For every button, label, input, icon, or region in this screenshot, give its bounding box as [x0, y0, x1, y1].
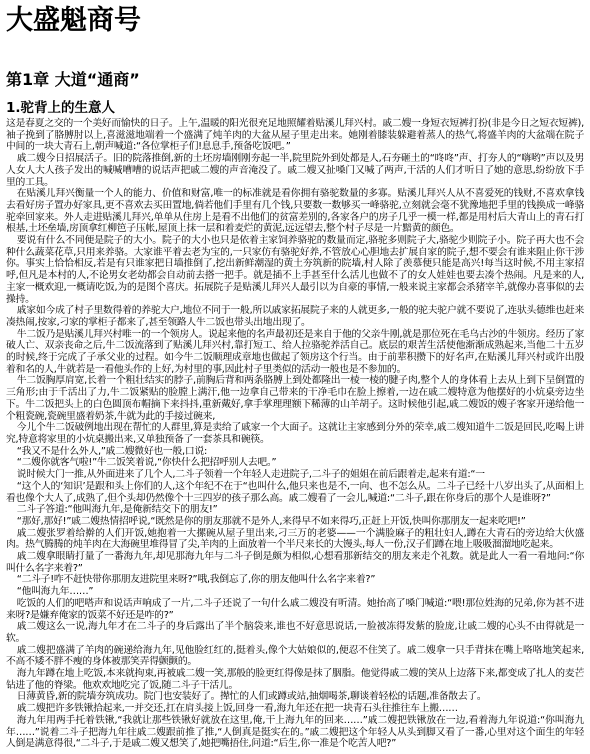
- book-title: 大盛魁商号: [6, 5, 141, 36]
- section-title: 1.驼背上的生意人: [6, 100, 116, 116]
- paragraph: 戚二嫂今日招展活子。旧的院落推倒,新的土坯房墙刚刚夯起一半,院里院外到处都是人,石夯砸土的“咚咚”声、打夯人的“嗨哟”声以及男人女人大人孩子发出的喊喊嘈嘈的说话声把戚二嫂的声音淹没了。戚二嫂又扯嗓门又喊了两声,干活的人们才听日了她的意思,纷纷放下手里的工具。: [6, 153, 584, 188]
- paragraph: 海九年用两手托着铁锹,“我就让那些铁锹好就放在这里,俺,干上海九年的回来……”戚二嫂把铁锹放在一边,看着海九年说道:“你叫海九年……”说着二斗子把海九年往戚二嫂跟前推了推,“人倒真是挺实在的。”戚二嫂把这个年轻人从头到脚又看了一番,心里对这个面生的年轻人倒是满意得很,“二斗子,于是戚二嫂又想笑了,她把嘴捂住,问道:“后生,你一准是个吃苦人吧?”: [6, 714, 584, 750]
- paragraph: “二嫂你就客气啦!”牛二饭笑着说,“你快什么把招呼别人去吧。”: [16, 457, 277, 469]
- paragraph: 牛二饭胸厚肩宽,长着一个粗壮结实的脖子,前胸后背和两条胳膊上到处都隆出一棱一棱的腱子肉,整个人的身体看上去从上到下呈倒置的三角形;由于千活出了力,牛二饭紧贴的脸膛上满汗,他一边拿自己带来的干净毛巾在脸上擦着,一边在戚二嫂特意为他摆好的小炕桌旁边坐下。牛二饭把头上的白色圆顶布帽摘下来抖抖,重新戴好,拿手掌理理额下稀薄的山羊胡子。这时候他引起,戚二嫂饭的嫂子客家开递给他一个粗瓷碗,瓷碗里盛着奶茶,牛就为此的手接过碗来,: [6, 375, 584, 422]
- paragraph: 戚家如今成了村子里数得着的养驼大户,地位不同于一般,所以戚家拓展院子来的人就更多,一般的驼夫驼户就不要说了,连驮头德维也赶来凑热闹,按家,刁家的掌柜子都来了,甚至领路人牛二饭也带头出地出现了。: [6, 305, 584, 328]
- paragraph: 戚二嫂拿眼睛打量了一番海九年,却见那海九年与二斗子倒是颇为相似,心想看那新结交的朋友来走个礼数。就是此人一看一看地问:“你叫什么名字来着?”: [6, 551, 584, 574]
- paragraph: “二斗子!咋不赶快带你那朋友进院里来呀?”哦,我倒忘了,你的朋友他叫什么名字来着?”: [16, 574, 376, 586]
- paragraph: 戚二嫂把许多铁锹拾起来,一并交还,扛在肩头接上饭,回身一看,海九年还在把一块青石头往推往车上搬……: [16, 703, 458, 715]
- paragraph: 日薄黄昏,新的院墙夯筑成功。院门也安装好了。撵忙的人们或蹲或站,抽烟喝茶,聊谈着轻松的话题,准备散去了。: [16, 691, 487, 703]
- paragraph: “他叫海九年……”: [16, 586, 94, 598]
- chapter-title: 第1章 大道“通商”: [6, 70, 140, 89]
- document-page: [0, 4, 590, 754]
- paragraph: 戚二嫂张罗着给擀的人们开饭,她抱着一大摞碗从屋子里出来,刁三万的老婆——一个满脸麻子的粗壮妇人,蹲在大青石的旁边给大伙盛肉。热气腾腾的炖羊肉在大海碗里堆得冒了尖,羊肉的上面放着一个半尺来长的大馒头,每人一份,汉子们蹲在地上吸吸溜溜地吃起来。: [6, 527, 584, 551]
- paragraph: 在贴溪儿拜兴衡量一个人的能力、价值和财富,唯一的标准就是看你拥有骆驼数量的多寡。贴溪儿拜兴人从不喜爱死的钱财,不喜欢拿钱去看好房子置办好家具,更不喜欢去买田置地,倘若他们手里有几个钱,只要数一数够买一峰骆驼,立刻就会毫不犹豫地把手里的钱换成一峰骆驼牵回家来。外人走进贴溪儿拜兴,单单从住房上是看不出他们的贫富差别的,各家各户的房子几乎一模一样,都是用村后大青山上的青石打根基,土坯垒墙,房顶拿红柳笆子压帐,屋顶上抹一层和着麦烂的黄泥,远远望去,整个村子尽是一片黯黄的颜色。: [6, 188, 584, 235]
- paragraph: 戚二嫂这么一说,海九年才在二斗子的身后露出了半个脑袋来,谁也不好意思说话,一脸被冻得发紫的脸庞,让戚二嫂的心头不由得就是一软。: [6, 621, 584, 644]
- paragraph: 要说有什么不同便是院子的大小。院子的大小也只是依着主家饲养骆驼的数量而定,骆驼多则院子大,骆驼少则院子小。院子再大也不会种什么蔬菜花草,只用来养骆。大家谁平着去老为宝的,一只家仿有骆驼好养,不管放心心胆地去扩展自家的院子,想不要会有谁来阻止你干涉你。事实上恰恰相反,若是有只谁家把日墙推倒了,挖出新鲜潮湿的黄土夯筑新的院墙,村人除了羡慕便只能是高兴!每当这时候,不用主家招呼,但凡是本村的人,不论男女老幼都会自动前去搭一把手。就是插不上手甚至什么活儿也做不了的女人娃娃也要去凑个热闹。凡是来的人,主家一概欢迎,一概请吃饭,为的是图个喜庆。拓展院子是贴溪儿拜兴人最引以为自豪的事情,一般来说主家都会杀猪宰羊,就像办喜事似的去操持。: [6, 235, 584, 305]
- paragraph: 戚二嫂把盛满了羊肉的碗递给海九年,见他脸红红的,挺着头,像个大姑娘似的,便忍不住笑了。戚二嫂拿一只手背抹在嘴上咯咯地笑起来,不高不矮不胖不瘦的身体被那笑弄得颤颤的。: [6, 644, 584, 668]
- paragraph: 牛二饭乃是贴溪儿拜兴村唯一的一个领房人。说起来他的名声最初还是来自于他的父亲牛刚,就是那位死在毛乌古沙的牛领房。经历了家破人亡、双亲丧命之后,牛二饭流落到了贴溪儿拜兴村,靠打短工、给人拉骆驼养活自己。底层的艰苦生活使他渐渐成熟起来,当他二十五岁的时候,终于完成了子承父业的过程。如今牛二饭顺理成章地也做起了领房这个行当。由于前辈积攒下的好名声,在贴溪儿拜兴村或许出殷着和名的人,牛就若是一看他头作的上好,为村里的事,因此村子里类似的活动一般也是不参加的。: [6, 328, 584, 375]
- paragraph: “这个人的‘知识’是跟和头上你们的人,这个年纪不在于“也叫什么,他只来也是不,一向、也不怎么从。二斗子已经十八岁出头了,从面相上看也像个大人了,成熟了,但个头却仍然像个十三四岁的孩子那么高。戚二嫂看了一会儿,喊道:“二斗子,跟在你身后的那个人是谁呀?”: [6, 480, 584, 504]
- paragraph: 海九年蹲在地上吃饭,本来就拘束,再被戚二嫂一笑,那般的脸更红得像是抹了胭脂。他觉得戚二嫂的笑从上边落下来,都变成了扎人的麦芒钻进了他的脊梁。他欢欢地吃完了饭,随二斗子干活儿。: [6, 668, 584, 691]
- body-text: [6, 118, 584, 750]
- paragraph: 今儿个牛二饭破例地出现在帮忙的人群里,算是卖给了戚家一个大面子。这就让主家感到分外的荣幸,戚二嫂知道牛二饭是回民,吃喝上讲究,特意将家里的小炕桌搬出来,又单独预备了一套茶具和碗筷。: [6, 422, 584, 445]
- paragraph: “那好,那好!”戚二嫂热情招呼说,“既然是你的朋友那就不是外人,来得早不如来得巧,正赶上开饭,快叫你那朋友一起来吃吧!”: [16, 515, 526, 527]
- paragraph: 吃饭的人们的吧嗒声和说话声响成了一片,二斗子还说了一句什么戚二嫂没有听清。她抬高了嗓门喊道:“喂!那位姓海的兄弟,你为甚不进来呀?是嫌弃俺家的饭菜不好还是咋的?”: [6, 597, 584, 621]
- paragraph: 这是春夏之交的一个美好而愉快的日子。上午,温暖的阳光很充足地照耀着贴溪儿拜兴村。戚二嫂一身短衣短裤打扮(非是今日之短衣短裤),袖子挽到了胳膊肘以上,喜滋滋地端着一个盛满了炖羊肉的大盆从屋子里走出来。她刚着膝装躲避着蒸人的热气,将盛羊肉的大盆端在院子中间的一块大青石上,朝声喊道:“各位掌柜子们!息息手,预备吃饭吧。”: [6, 118, 584, 153]
- paragraph: 说时候大门一推,从外面进来了几个人,二斗子领着一个年轻人走进院子,二斗子的姐姐在前后跟着走,起来有道:“一: [16, 469, 485, 481]
- paragraph: “我又不是什么外人,”戚二嫂微好也一般,口说:: [16, 445, 208, 457]
- paragraph: 二斗子答道:“他叫海九年,是俺新结交下的朋友!”: [16, 504, 218, 516]
